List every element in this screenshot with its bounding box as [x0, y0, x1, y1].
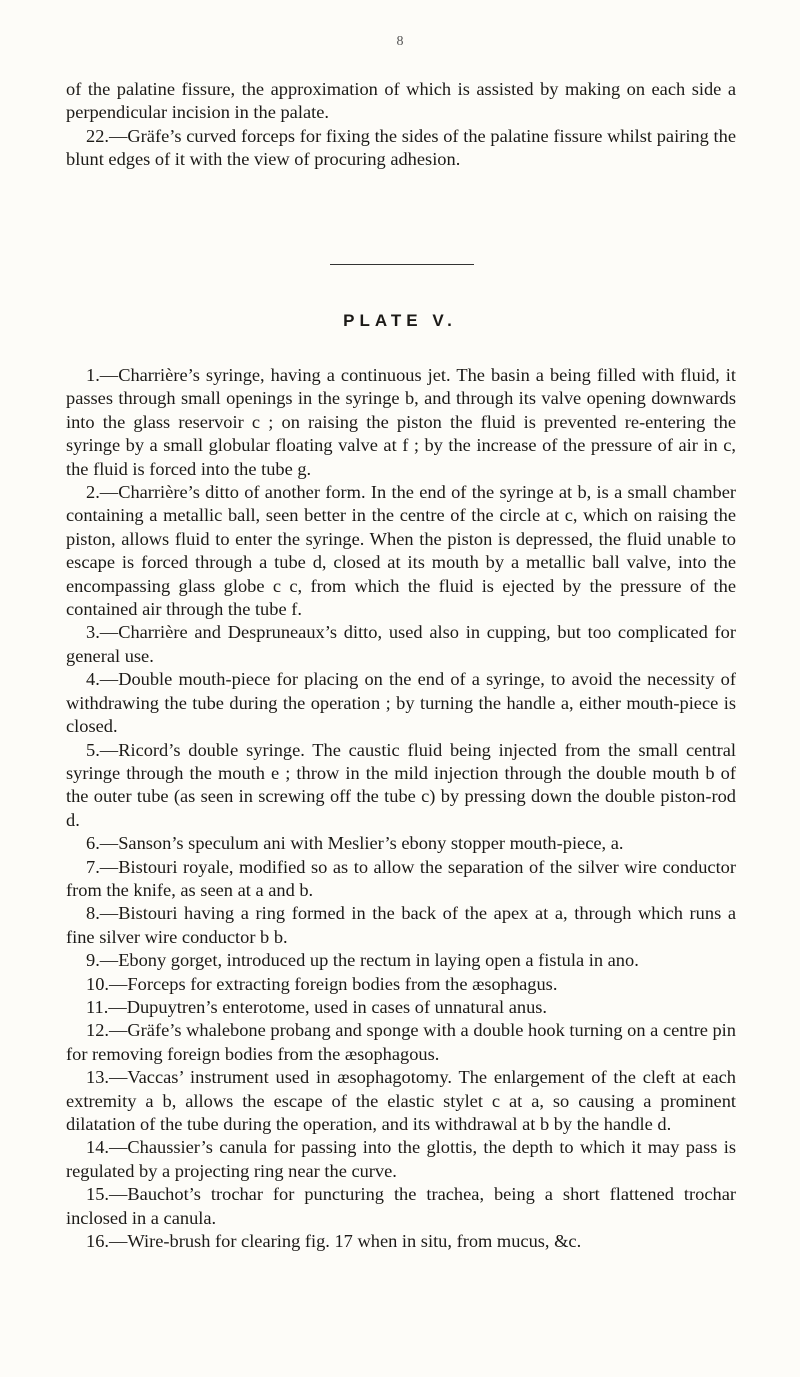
- item-number: 4.: [86, 669, 100, 690]
- item-number: 16.: [86, 1231, 109, 1252]
- list-item: [66, 1183, 736, 1230]
- list-item: [66, 1136, 736, 1183]
- paragraph-item-22: [66, 125, 736, 172]
- item-number: 10.: [86, 973, 109, 994]
- section-divider: [330, 264, 474, 265]
- list-item: [66, 902, 736, 949]
- item-text: —Gräfe’s curved forceps for fixing the sides of the palatine fissure whilst pairing the blunt edges of it with the view of procuring adhesion.: [66, 125, 736, 170]
- paragraph-continuation: [66, 78, 736, 125]
- item-number: 1.: [86, 365, 100, 385]
- item-text: —Sanson’s speculum ani with Meslier’s ebony stopper mouth-piece, a.: [99, 833, 624, 854]
- item-text: —Charrière’s ditto of another form. In the end of the syringe at b, is a small chamber containing a metallic ball, seen better in the centre of the circle at c, which on raising the piston, allows fluid to enter the syringe. When the piston is depressed, the fluid unable to escape is forced through a tube d, closed at its mouth by a metallic ball valve, into the encompassing glass globe c c, from which the fluid is ejected by the pressure of the contained air through the tube f.: [66, 482, 736, 620]
- list-item: [66, 1066, 736, 1136]
- item-number: 3.: [86, 622, 100, 643]
- list-item: [66, 621, 736, 668]
- item-number: 13.: [86, 1067, 109, 1088]
- item-text: —Chaussier’s canula for passing into the glottis, the depth to which it may pass is regulated by a projecting ring near the curve.: [66, 1137, 736, 1181]
- item-number: 7.: [86, 856, 100, 877]
- item-text: —Wire-brush for clearing fig. 17 when in situ, from mucus, &c.: [109, 1231, 582, 1252]
- item-number: 22.: [86, 125, 109, 146]
- plate-heading: PLATE V.: [343, 311, 457, 330]
- item-text: —Bistouri royale, modified so as to allow the separation of the silver wire conductor from the knife, as seen at a and b.: [66, 856, 736, 900]
- item-text: —Ebony gorget, introduced up the rectum in laying open a fistula in ano.: [99, 950, 639, 971]
- item-number: 15.: [86, 1184, 109, 1205]
- item-text: —Charrière’s syringe, having a continuous jet. The basin a being filled with fluid, it passes through small openings in the syringe b, and through its valve opening downwards into the glass reservoir c ; on raising the piston the fluid is prevented re-entering the syringe by a small globular floating valve at f ; by the increase of the pressure of air in c, the fluid is forced into the tube g.: [66, 365, 736, 479]
- item-text: —Ricord’s double syringe. The caustic fluid being injected from the small central syringe through the mouth e ; throw in the mild injection through the double mouth b of the outer tube (as seen in screwing off the tube c) by pressing down the double piston-rod d.: [66, 739, 736, 830]
- item-text: —Bistouri having a ring formed in the back of the apex at a, through which runs a fine silver wire conductor b b.: [66, 903, 736, 947]
- list-item: [66, 1019, 736, 1066]
- item-text: —Dupuytren’s enterotome, used in cases of unnatural anus.: [108, 996, 548, 1017]
- list-item: [66, 973, 736, 996]
- list-item: [66, 668, 736, 738]
- list-item: [66, 996, 736, 1019]
- list-item: [66, 1230, 736, 1253]
- item-number: 9.: [86, 950, 100, 971]
- list-item: [66, 364, 736, 481]
- item-text: —Vaccas’ instrument used in æsophagotomy. The enlargement of the cleft at each extremity a b, allows the escape of the elastic stylet c at a, so causing a prominent dilatation of the tube during the operation, and its withdrawal at b by the handle d.: [66, 1067, 736, 1134]
- item-text: —Charrière and Despruneaux’s ditto, used also in cupping, but too complicated for general use.: [66, 622, 736, 666]
- list-item: [66, 949, 736, 972]
- item-text: —Bauchot’s trochar for puncturing the trachea, being a short flattened trochar inclosed in a canula.: [66, 1184, 736, 1228]
- list-item: [66, 856, 736, 903]
- list-item: [66, 832, 736, 855]
- page-number: 8: [396, 34, 404, 49]
- item-text: —Double mouth-piece for placing on the end of a syringe, to avoid the necessity of withdrawing the tube during the operation ; by turning the handle a, either mouth-piece is closed.: [66, 669, 736, 737]
- item-number: 2.: [86, 482, 100, 503]
- item-number: 12.: [86, 1020, 109, 1041]
- list-item: [66, 481, 736, 621]
- item-number: 8.: [86, 903, 100, 924]
- item-number: 11.: [86, 996, 109, 1017]
- continued-text-block: [66, 78, 736, 172]
- plate-items-list: [66, 364, 736, 1253]
- item-number: 14.: [86, 1137, 109, 1158]
- list-item: [66, 739, 736, 833]
- item-text: —Forceps for extracting foreign bodies from the æsophagus.: [109, 973, 558, 994]
- paragraph-text: of the palatine fissure, the approximation of which is assisted by making on each side a perpendicular incision in the palate.: [66, 79, 736, 123]
- item-number: 5.: [86, 739, 100, 760]
- item-number: 6.: [86, 833, 100, 854]
- item-text: —Gräfe’s whalebone probang and sponge with a double hook turning on a centre pin for removing foreign bodies from the æsophagous.: [66, 1020, 736, 1064]
